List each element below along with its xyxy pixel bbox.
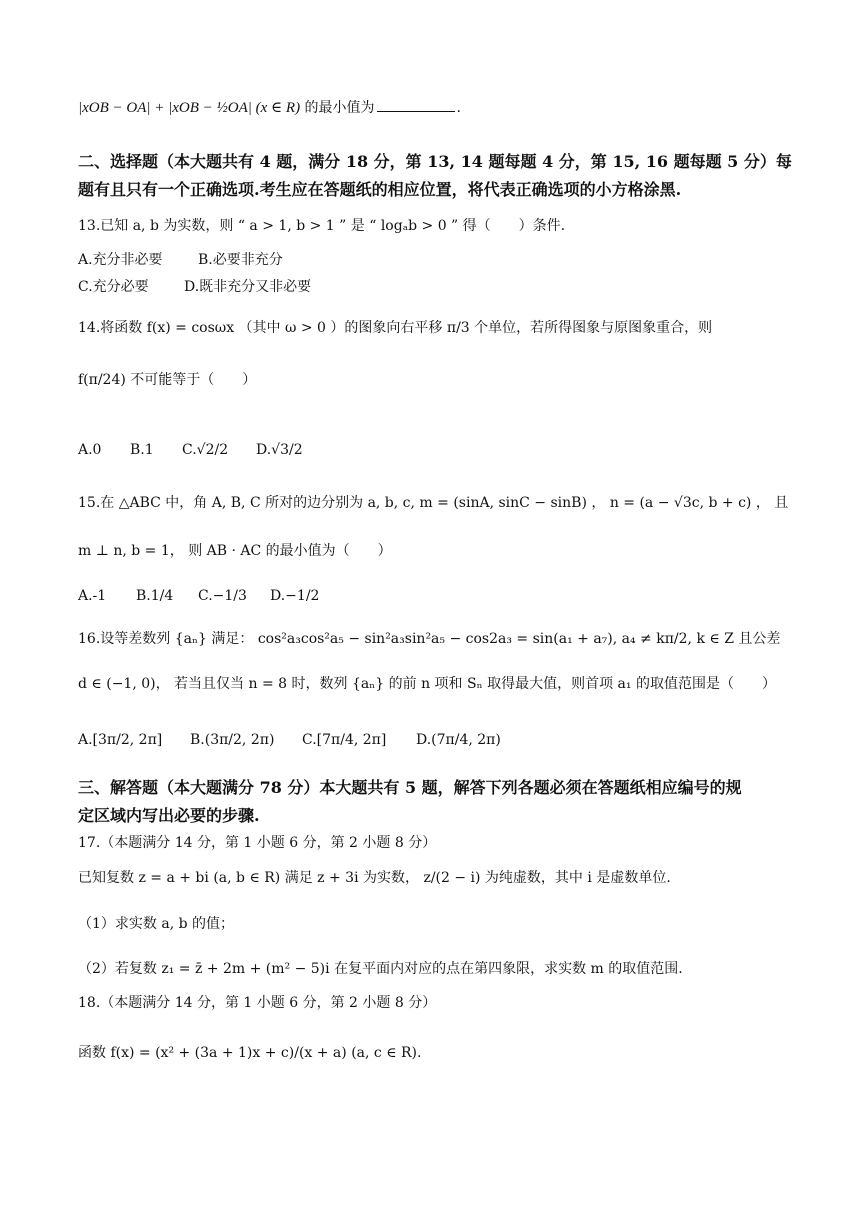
section2-heading-line2: 题有且只有一个正确选项.考生应在答题纸的相应位置，将代表正确选项的小方格涂黑. [78,180,682,199]
q13-option-d: D.既非充分又非必要 [184,279,312,295]
q14-option-d: D.√3/2 [256,442,303,458]
q14-option-c: C.√2/2 [182,442,229,458]
q13-option-c: C.充分必要 [78,279,149,295]
q15-option-a: A.-1 [78,588,107,604]
section3-heading-line1: 三、解答题（本大题满分 78 分）本大题共有 5 题，解答下列各题必须在答题纸相应编号的规 [78,778,742,797]
q16-option-c: C.[7π/4, 2π] [302,732,387,748]
q16-option-b: B.(3π/2, 2π) [190,732,275,748]
q13-option-b: B.必要非充分 [198,252,283,268]
q16-option-a: A.[3π/2, 2π] [78,732,163,748]
q14-option-b: B.1 [130,442,154,458]
q15-stem-line1: 15.在 △ABC 中，角 A, B, C 所对的边分别为 a, b, c, m = (sinA, sinC − sinB) ， n = (a − √3c, b + c) ， 且 [78,495,789,511]
q15-option-c: C.−1/3 [198,588,247,604]
section3-heading-line2: 定区域内写出必要的步骤. [78,806,260,825]
q12-end: . [456,100,461,116]
q17-part1: （1）求实数 a, b 的值； [78,916,235,932]
q16-option-d: D.(7π/4, 2π) [416,732,501,748]
q16-stem-line2: d ∈ (−1, 0)， 若当且仅当 n = 8 时，数列 {aₙ} 的前 n 项和 Sₙ 取得最大值，则首项 a₁ 的取值范围是（ ） [78,676,776,692]
q13-option-a: A.充分非必要 [78,252,163,268]
q14-stem-line2: f(π/24) 不可能等于（ ） [78,372,257,388]
q14-stem-line1: 14.将函数 f(x) = cosωx （其中 ω > 0 ）的图象向右平移 π/3 个单位，若所得图象与原图象重合，则 [78,320,713,336]
q17-header: 17.（本题满分 14 分，第 1 小题 6 分，第 2 小题 8 分） [78,835,437,851]
answer-blank [377,111,455,112]
section2-heading-line1: 二、选择题（本大题共有 4 题，满分 18 分，第 13, 14 题每题 4 分，第 15, 16 题每题 5 分）每 [78,152,792,171]
q17-stem: 已知复数 z = a + bi (a, b ∈ R) 满足 z + 3i 为实数， z/(2 − i) 为纯虚数，其中 i 是虚数单位. [78,870,671,886]
q12-formula: |xOB − OA| + |xOB − ½OA| (x ∈ R) [78,100,301,116]
q15-stem-line2: m ⊥ n, b = 1， 则 AB · AC 的最小值为（ ） [78,543,392,559]
q12-suffix: 的最小值为 [304,100,375,116]
q14-option-a: A.0 [78,442,102,458]
q16-stem-line1: 16.设等差数列 {aₙ} 满足： cos²a₃cos²a₅ − sin²a₃sin²a₅ − cos2a₃ = sin(a₁ + a₇), a₄ ≠ kπ/2, k ∈ Z 且公差 [78,631,781,647]
q18-stem: 函数 f(x) = (x² + (3a + 1)x + c)/(x + a) (a, c ∈ R). [78,1045,422,1061]
q18-header: 18.（本题满分 14 分，第 1 小题 6 分，第 2 小题 8 分） [78,995,437,1011]
q15-option-d: D.−1/2 [270,588,320,604]
q12-tail [78,98,800,118]
q15-option-b: B.1/4 [136,588,174,604]
q17-part2: （2）若复数 z₁ = z̄ + 2m + (m² − 5)i 在复平面内对应的点在第四象限，求实数 m 的取值范围. [78,961,683,977]
q13-stem: 13.已知 a, b 为实数，则 “ a > 1, b > 1 ” 是 “ logₐb > 0 ” 得（ ）条件. [78,218,566,234]
